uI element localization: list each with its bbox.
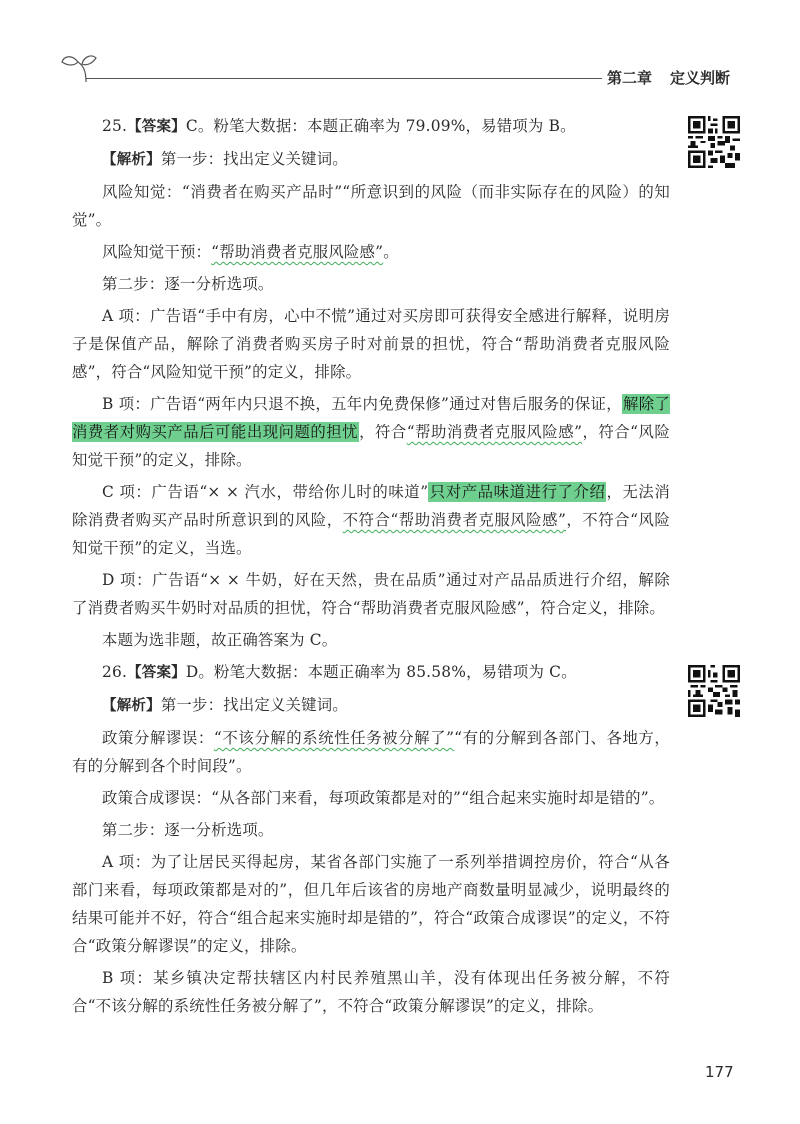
wavy-underline-keyword: “帮助消费者克服风险感” xyxy=(211,243,384,261)
q26-number: 26. xyxy=(102,663,128,681)
header-rule xyxy=(86,78,602,79)
definition-term: 风险知觉干预： xyxy=(102,243,212,261)
q26-answer-text: D。粉笔大数据：本题正确率为 85.58%，易错项为 C。 xyxy=(185,663,577,681)
definition-tail: 。 xyxy=(383,243,399,261)
option-b-text: B 项：广告语“两年内只退不换，五年内免费保修”通过对售后服务的保证， xyxy=(102,395,622,413)
q26-analysis-line xyxy=(72,691,670,720)
page-number: 177 xyxy=(705,1063,734,1081)
definition-tail: “有的分解到各部门、各地方，有的分解到各个时间段”。 xyxy=(72,729,671,775)
q25-option-a: A 项：广告语“手中有房，心中不慌”通过对买房即可获得安全感进行解释，说明房子是保值产品，解除了消费者购买房子时对前景的担忧，符合“帮助消费者克服风险感”，符合“风险知觉干预”的定义，排除。 xyxy=(72,307,670,381)
q26-answer-line xyxy=(72,658,670,687)
q26-step2: 第二步：逐一分析选项。 xyxy=(102,821,274,839)
highlighted-phrase: 解除了消费者对购买产品后可能出现问题的担忧 xyxy=(72,395,670,441)
option-c-tail: ，不符合“风险知觉干预”的定义，当选。 xyxy=(72,511,670,557)
q26-option-b: B 项：某乡镇决定帮扶辖区内村民养殖黑山羊，没有体现出任务被分解，不符合“不该分解的系统性任务被分解了”，不符合“政策分解谬误”的定义，排除。 xyxy=(72,969,670,1015)
option-b-tail: ，符合“风险知觉干预”的定义，排除。 xyxy=(72,423,670,469)
answer-tag: 【答案】 xyxy=(127,119,186,135)
chapter-title: 定义判断 xyxy=(670,69,731,87)
q26-definition-2: 政策合成谬误：“从各部门来看，每项政策都是对的”“组合起来实施时却是错的”。 xyxy=(102,789,665,807)
q25-conclusion: 本题为选非题，故正确答案为 C。 xyxy=(102,631,338,649)
q25-step1: 第一步：找出定义关键词。 xyxy=(160,150,348,168)
wavy-underline-keyword: 不符合“帮助消费者克服风险感” xyxy=(342,511,567,529)
wavy-underline-keyword: “帮助消费者克服风险感” xyxy=(406,423,583,441)
highlighted-phrase: 只对产品味道进行了介绍 xyxy=(429,483,606,501)
wavy-underline-keyword: “不该分解的系统性任务被分解了” xyxy=(213,729,455,747)
analysis-tag: 【解析】 xyxy=(102,152,161,168)
qr-code-icon[interactable] xyxy=(688,116,740,168)
answer-explanations xyxy=(72,112,670,1024)
q26-definition-1 xyxy=(72,724,670,780)
q25-analysis-line xyxy=(72,145,670,174)
chapter-number: 第二章 xyxy=(607,69,653,87)
q25-step2: 第二步：逐一分析选项。 xyxy=(102,275,274,293)
page-header xyxy=(0,0,800,100)
option-c-mid: ，无法消除消费者购买产品时所意识到的风险， xyxy=(72,483,671,529)
qr-code-icon[interactable] xyxy=(688,665,740,717)
option-c-text: C 项：广告语“× × 汽水，带给你儿时的味道” xyxy=(102,483,429,501)
chapter-heading xyxy=(607,67,730,88)
q25-definition-2 xyxy=(72,238,670,266)
q25-definition-1: 风险知觉：“消费者在购买产品时”“所意识到的风险（而非实际存在的风险）的知觉”。 xyxy=(72,183,670,229)
answer-tag: 【答案】 xyxy=(127,665,186,681)
q26-option-a: A 项：为了让居民买得起房，某省各部门实施了一系列举措调控房价，符合“从各部门来看，每项政策都是对的”，但几年后该省的房地产商数量明显减少，说明最终的结果可能并不好，符合“组合起来实施时却是错的”，符合“政策合成谬误”的定义，不符合“政策分解谬误”的定义，排除。 xyxy=(72,853,670,955)
analysis-tag: 【解析】 xyxy=(102,698,161,714)
q26-step1: 第一步：找出定义关键词。 xyxy=(160,696,348,714)
definition-term: 政策分解谬误： xyxy=(102,729,214,747)
q25-number: 25. xyxy=(102,117,128,135)
q25-answer-text: C。粉笔大数据：本题正确率为 79.09%，易错项为 B。 xyxy=(185,117,576,135)
option-b-mid: ，符合 xyxy=(359,423,407,441)
q25-option-d: D 项：广告语“× × 牛奶，好在天然，贵在品质”通过对产品品质进行介绍，解除了消费者购买牛奶时对品质的担忧，符合“帮助消费者克服风险感”，符合定义，排除。 xyxy=(72,571,670,617)
q25-option-c xyxy=(72,478,670,562)
q25-answer-line xyxy=(72,112,670,141)
q25-option-b xyxy=(72,390,670,474)
